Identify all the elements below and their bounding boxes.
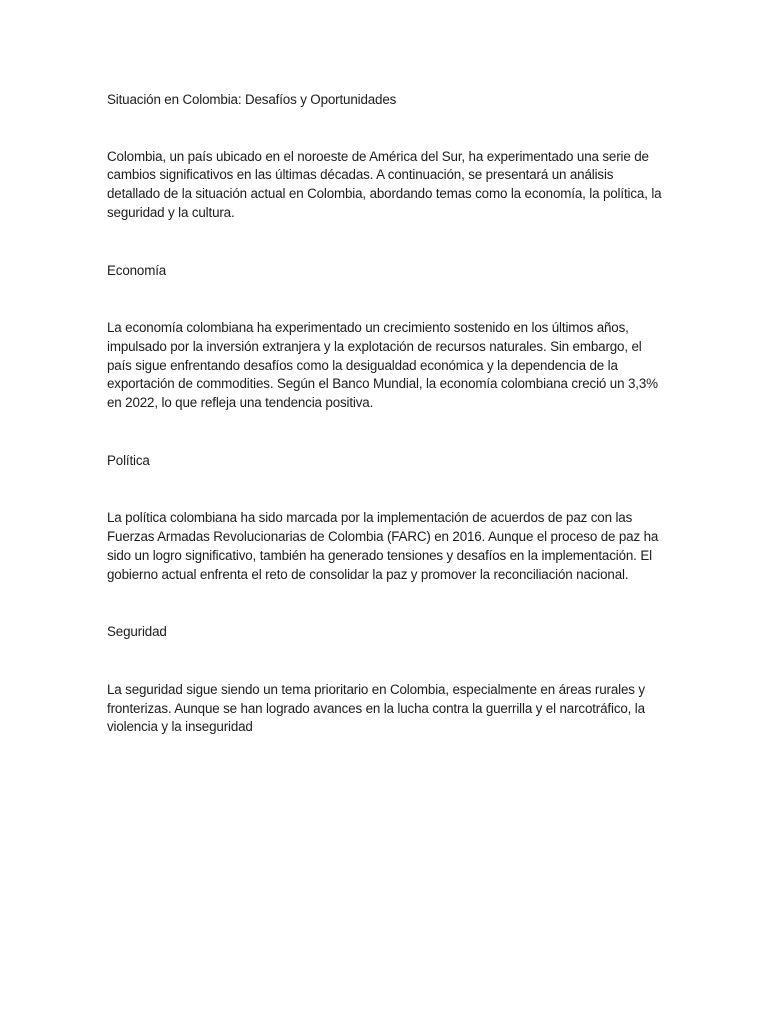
section-body-seguridad: La seguridad sigue siendo un tema prioritario en Colombia, especialmente en áreas rurales y fronterizas. Aunque se han logrado avances en la lucha contra la guerrilla y el narcotráfico, la violencia y la inseguridad xyxy=(107,681,645,735)
section-body-economia: La economía colombiana ha experimentado un crecimiento sostenido en los últimos años, impulsado por la inversión extranjera y la explotación de recursos naturales. Sin embargo, el país sigue enfrentando desafíos como la desigualdad económica y la dependencia de la exportación de commodities. Según el Banco Mundial, la economía colombiana creció un 3,3% en 2022, lo que refleja una tendencia positiva. xyxy=(107,320,658,411)
section-heading-politica: Política xyxy=(107,452,150,468)
document-title: Situación en Colombia: Desafíos y Oportunidades xyxy=(107,92,397,107)
intro-paragraph: Colombia, un país ubicado en el noroeste de América del Sur, ha experimentado una serie de cambios significativos en las últimas décadas. A continuación, se presentará un análisis detallado de la situación actual en Colombia, abordando temas como la economía, la política, la seguridad y la cultura. xyxy=(107,148,662,220)
section-body-politica: La política colombiana ha sido marcada por la implementación de acuerdos de paz con las Fuerzas Armadas Revolucionarias de Colombia (FARC) en 2016. Aunque el proceso de paz ha sido un logro significativo, también ha generado tensiones y desafíos en la implementación. El gobierno actual enfrenta el reto de consolidar la paz y promover la reconciliación nacional. xyxy=(107,510,659,582)
document-body xyxy=(107,91,667,776)
section-heading-economia: Economía xyxy=(107,262,167,278)
section-heading-seguridad: Seguridad xyxy=(107,624,167,640)
